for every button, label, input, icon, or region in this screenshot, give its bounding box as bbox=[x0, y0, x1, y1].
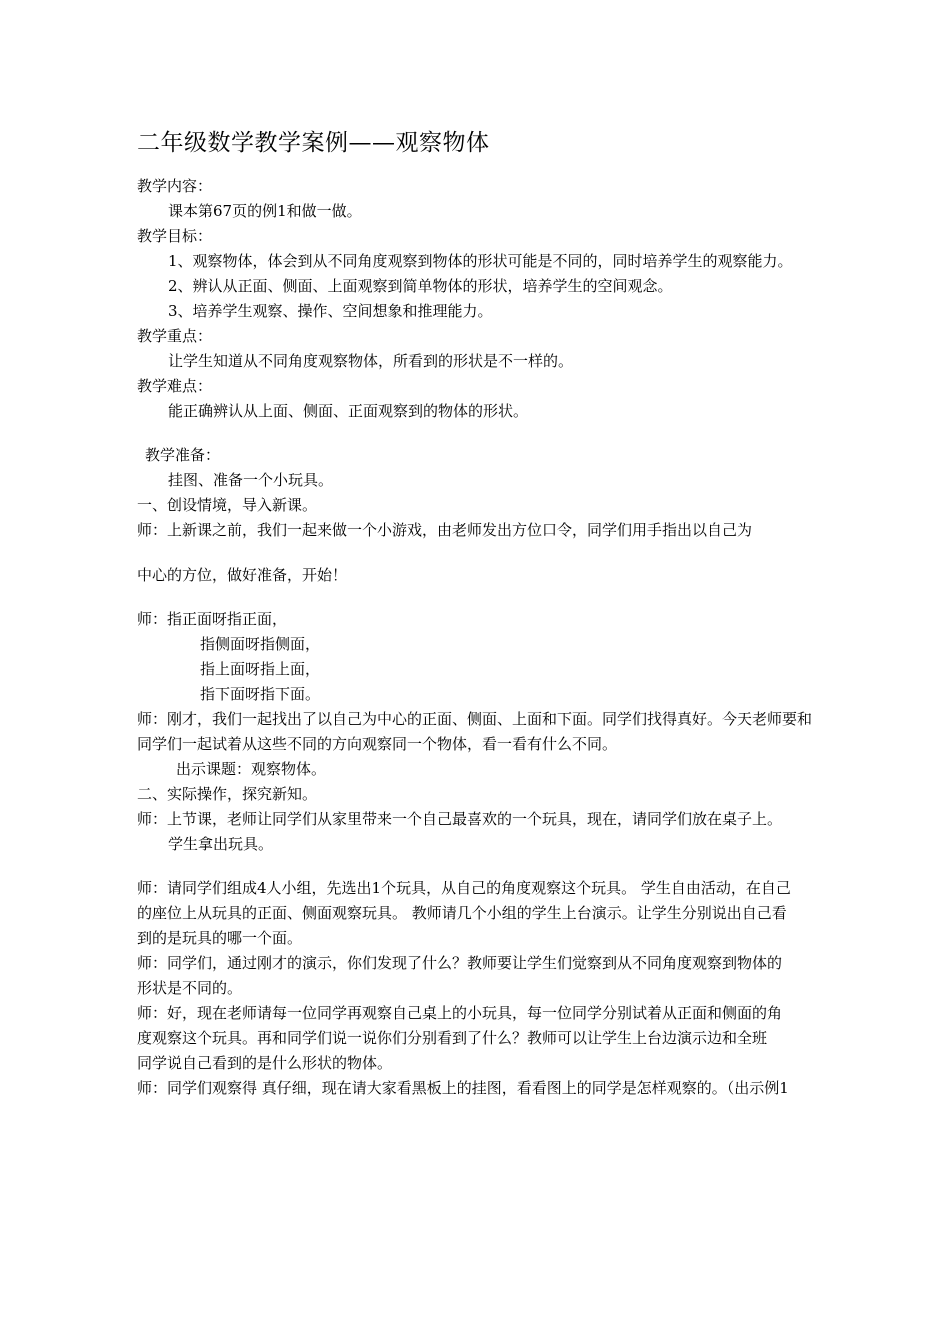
heading-difficulty: 教学难点： bbox=[137, 377, 213, 395]
objective-2: 2、辨认从正面、侧面、上面观察到简单物体的形状，培养学生的空间观念。 bbox=[168, 277, 673, 295]
chant-line: 师：指正面呀指正面， bbox=[137, 610, 288, 628]
paragraph-line: 师：同学们观察得 真仔细，现在请大家看黑板上的挂图，看看图上的同学是怎样观察的。（出示例1 bbox=[137, 1079, 789, 1097]
lesson-topic: 出示课题：观察物体。 bbox=[176, 760, 327, 778]
paragraph-line: 师：好，现在老师请每一位同学再观察自己桌上的小玩具，每一位同学分别试着从正面和侧面的角 bbox=[137, 1004, 783, 1022]
section-1-heading: 一、创设情境，导入新课。 bbox=[137, 496, 318, 514]
heading-key-point: 教学重点： bbox=[137, 327, 213, 345]
objective-1: 1、观察物体，体会到从不同角度观察到物体的形状可能是不同的，同时培养学生的观察能力。 bbox=[168, 252, 793, 270]
chant-line: 指上面呀指上面， bbox=[200, 660, 321, 678]
paragraph-line: 同学说自己看到的是什么形状的物体。 bbox=[137, 1054, 393, 1072]
content-text: 课本第67页的例1和做一做。 bbox=[168, 202, 362, 220]
paragraph-line: 同学们一起试着从这些不同的方向观察同一个物体，看一看有什么不同。 bbox=[137, 735, 618, 753]
heading-preparation: 教学准备： bbox=[145, 446, 221, 464]
paragraph-line: 师：请同学们组成4人小组，先选出1个玩具，从自己的角度观察这个玩具。 学生自由活动，在自己 bbox=[137, 879, 791, 897]
key-point-text: 让学生知道从不同角度观察物体，所看到的形状是不一样的。 bbox=[168, 352, 574, 370]
heading-content: 教学内容： bbox=[137, 177, 213, 195]
section-2-heading: 二、实际操作，探究新知。 bbox=[137, 785, 318, 803]
paragraph-line: 度观察这个玩具。再和同学们说一说你们分别看到了什么？教师可以让学生上台边演示边和全班 bbox=[137, 1029, 768, 1047]
objective-3: 3、培养学生观察、操作、空间想象和推理能力。 bbox=[168, 302, 493, 320]
paragraph-line: 中心的方位，做好准备，开始！ bbox=[137, 566, 348, 584]
paragraph-line: 的座位上从玩具的正面、侧面观察玩具。 教师请几个小组的学生上台演示。让学生分别说出自己看 bbox=[137, 904, 787, 922]
difficulty-text: 能正确辨认从上面、侧面、正面观察到的物体的形状。 bbox=[168, 402, 529, 420]
chant-line: 指下面呀指下面。 bbox=[200, 685, 321, 703]
paragraph-line: 形状是不同的。 bbox=[137, 979, 243, 997]
chant-line: 指侧面呀指侧面， bbox=[200, 635, 321, 653]
document-title: 二年级数学教学案例——观察物体 bbox=[137, 130, 490, 156]
paragraph-line: 师：上节课，老师让同学们从家里带来一个自己最喜欢的一个玩具，现在，请同学们放在桌子上。 bbox=[137, 810, 783, 828]
preparation-text: 挂图、准备一个小玩具。 bbox=[168, 471, 334, 489]
paragraph-line: 师：上新课之前，我们一起来做一个小游戏，由老师发出方位口令，同学们用手指出以自己为 bbox=[137, 521, 753, 539]
paragraph-line: 到的是玩具的哪一个面。 bbox=[137, 929, 303, 947]
paragraph-line: 学生拿出玩具。 bbox=[168, 835, 274, 853]
heading-objectives: 教学目标： bbox=[137, 227, 213, 245]
paragraph-line: 师：同学们，通过刚才的演示，你们发现了什么？教师要让学生们觉察到从不同角度观察到物体的 bbox=[137, 954, 783, 972]
paragraph-line: 师：刚才，我们一起找出了以自己为中心的正面、侧面、上面和下面。同学们找得真好。今天老师要和 bbox=[137, 710, 813, 728]
